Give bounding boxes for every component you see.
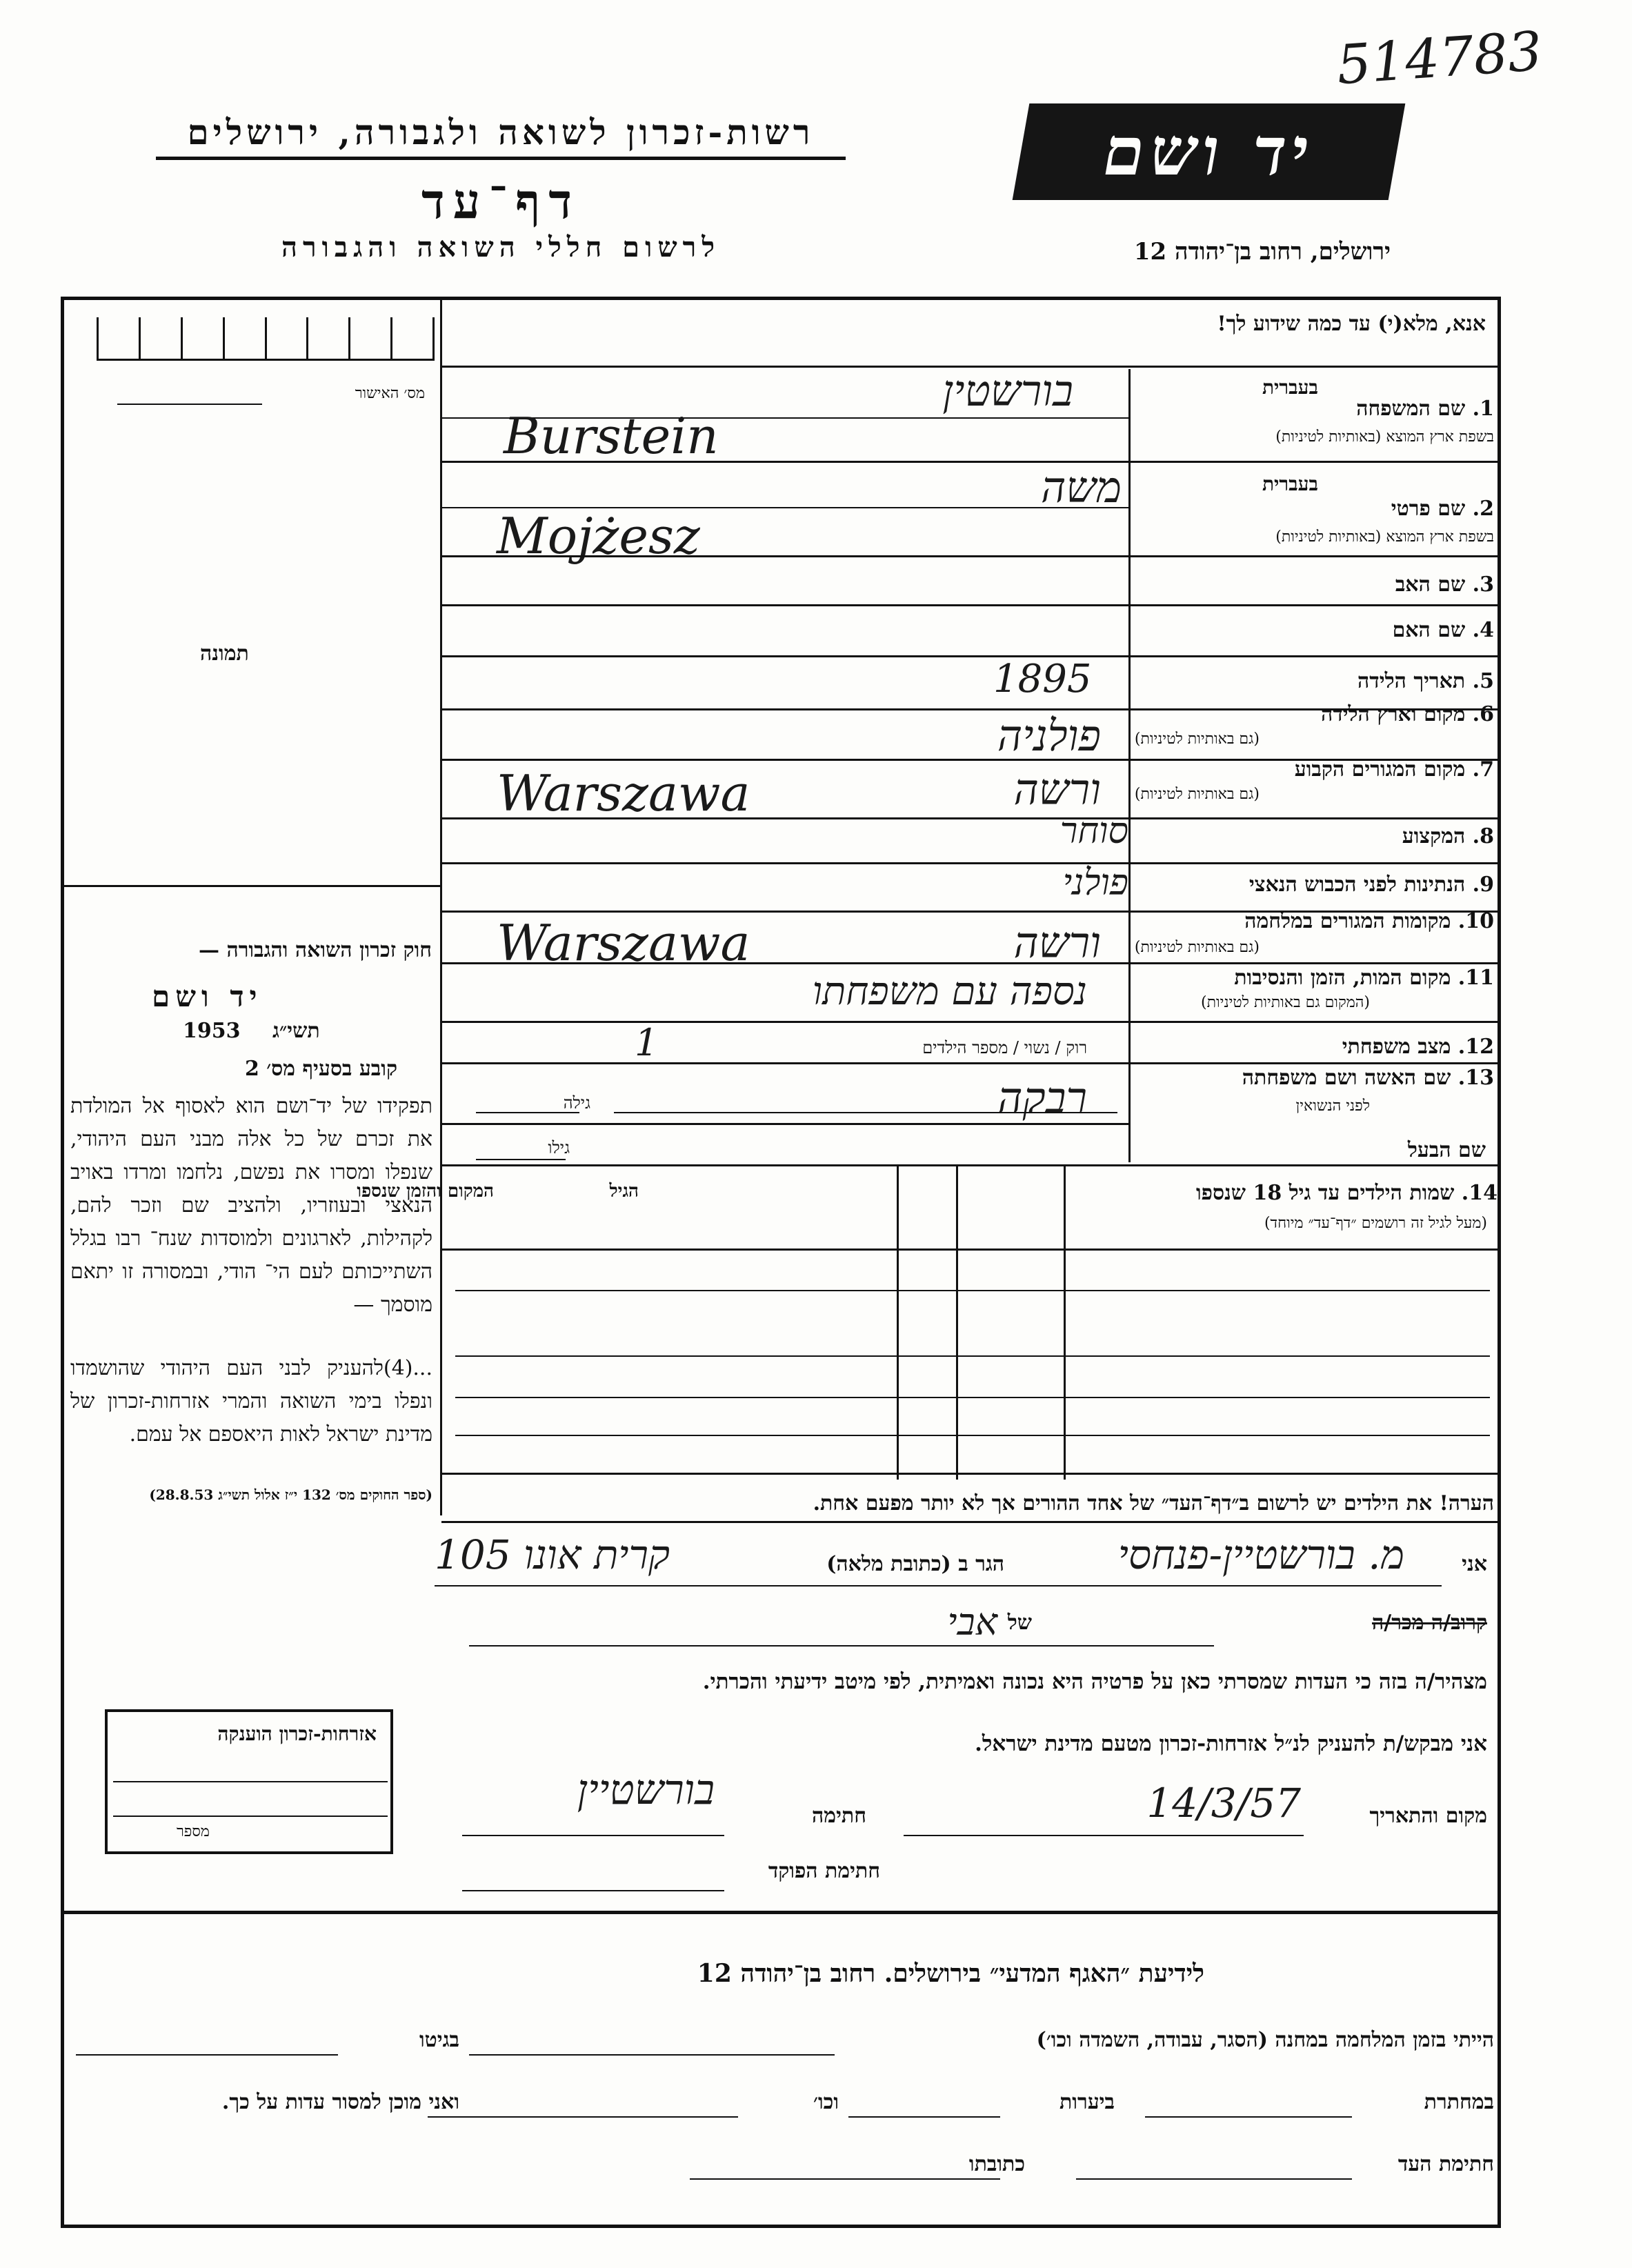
- field-11-sub: (המקום גם באותיות לטיניות): [1201, 994, 1370, 1011]
- bottom-underground: במחתרת: [1424, 2090, 1494, 2114]
- rule: [469, 2054, 835, 2056]
- law-text: תפקידו של יד־ושם הוא לאסוף אל המולדת את זכרם של כל אלה מבני העם היהודי, שנפלו ומסרו את נפשם, נלחמו ומרדו באויב הנאצי ובעוזריו, ולהציב שם וזכר להם, לקהילות, לארגונים ולמוסדות שנח־ רבו בגלל השתייכותם לעם הי־ הודי, ובמסורה זו יתאם מוסמך —: [70, 1094, 432, 1317]
- organization-name: רשות-זכרון לשואה ולגבורה, ירושלים: [156, 112, 846, 160]
- photo-label: תמונה: [200, 641, 249, 666]
- declaration-request: אני מבקש/ת להעניק לנ״ל אזרחות-זכרון מטעם מדינת ישראל.: [975, 1731, 1487, 1756]
- rule: [441, 461, 1500, 463]
- rule: [1064, 1166, 1066, 1480]
- rule: [441, 1249, 1500, 1251]
- field-8-label: 8. המקצוע: [1402, 824, 1494, 848]
- relation-label: קרוב/ה מכר/ה: [1372, 1611, 1487, 1635]
- field-2-latin-value[interactable]: Mojżesz: [497, 507, 700, 565]
- field-11-label: 11. מקום המות, הזמן והנסיבות: [1234, 966, 1494, 990]
- field-5-label: 5. תאריך הלידה: [1357, 669, 1494, 693]
- declarant-name[interactable]: מ. בורשטיין-פנחסי: [1117, 1531, 1404, 1578]
- rule: [476, 1159, 566, 1160]
- officer-signature-label: חתימת הפוקד: [768, 1859, 880, 1883]
- declarant-address[interactable]: קרית אונו 105: [435, 1531, 670, 1578]
- memorial-number-label: מספר: [177, 1823, 210, 1840]
- declaration-address-label: הגר ב (כתובת מלאה): [826, 1552, 1004, 1576]
- law-text-continued: ...(4)להעניק לבני העם היהודי שהושמדו ונפלו בימי השואה והמרי אזרחות-זכרון של מדינת ישראל לאות היאספם אל עמם.: [70, 1356, 432, 1446]
- bottom-line-1: הייתי בזמן המלחמה במחנה (הסגר, עבודה, השמדה וכו׳): [1036, 2028, 1494, 2052]
- bottom-address: כתובתו: [968, 2152, 1025, 2176]
- rule: [113, 1781, 388, 1782]
- field-13-sub: לפני הנשואין: [1295, 1097, 1370, 1115]
- hebrew-label-1: בעברית: [1262, 376, 1318, 399]
- rule: [76, 2054, 338, 2056]
- memorial-citizenship-title: אזרחות-זכרון הוענקה: [217, 1722, 377, 1745]
- field-10-label: 10. מקומות המגורים במלחמה: [1244, 909, 1494, 933]
- bottom-ready-to-testify: ואני מוכן למסור עדות על כך.: [221, 2090, 459, 2114]
- rule: [476, 1112, 579, 1113]
- field-3-label: 3. שם האב: [1395, 573, 1494, 597]
- rule: [441, 862, 1500, 864]
- relation-value[interactable]: אבי: [947, 1600, 997, 1644]
- field-12-options: רוק / נשוי / מספר הילדים: [922, 1038, 1087, 1057]
- rule: [117, 404, 262, 405]
- husband-label: שם הבעל: [1407, 1138, 1486, 1162]
- field-6-label: 6. מקום וארץ הלידה: [1320, 702, 1494, 726]
- approval-number-label: מס׳ האישור: [355, 385, 425, 402]
- field-11-value[interactable]: נספה עם משפחתו: [812, 969, 1087, 1014]
- field-6-value[interactable]: פולניה: [997, 710, 1101, 761]
- field-12-label: 12. מצב משפחתי: [1342, 1035, 1494, 1059]
- field-8-value[interactable]: סוחר: [1059, 810, 1128, 852]
- header-address: ירושלים, רחוב בן־יהודה 12: [1133, 238, 1391, 266]
- field-13-age-label: גילה: [563, 1093, 590, 1113]
- rule: [441, 555, 1500, 557]
- field-14-sub: (מעל לגיל זה רושמים ״דף־עד״ מיוחד): [1264, 1215, 1487, 1232]
- rule: [614, 1112, 1117, 1113]
- place-date-value[interactable]: 14/3/57: [1146, 1780, 1301, 1827]
- signature-value[interactable]: בורשטיין: [577, 1766, 715, 1814]
- field-13-value[interactable]: רבקה: [997, 1073, 1087, 1123]
- rule: [904, 1835, 1304, 1836]
- field-10-latin-value[interactable]: Warszawa: [497, 914, 750, 972]
- yad-vashem-logo: יד ושם: [1013, 103, 1406, 200]
- rule: [1076, 2178, 1352, 2180]
- rule: [113, 1816, 388, 1817]
- note: הערה! את הילדים יש לרשום ב״דף־העד״ של אחד ההורים אך לא יותר מפעם אחת.: [813, 1491, 1494, 1515]
- field-10-hebrew-value[interactable]: ורשה: [1013, 917, 1101, 968]
- rule: [441, 1473, 1500, 1475]
- field-12-value[interactable]: 1: [635, 1021, 659, 1064]
- bottom-witness-signature: חתימת העד: [1397, 2152, 1494, 2176]
- declaration-prefix: אני: [1462, 1552, 1487, 1576]
- column-age: הגיל: [609, 1181, 639, 1202]
- rule: [441, 1521, 1500, 1523]
- rule: [62, 1911, 1500, 1914]
- rule: [455, 1397, 1490, 1398]
- rule: [428, 2116, 738, 2118]
- rule: [441, 655, 1500, 657]
- field-1-sub: בשפת ארץ המוצא (באותיות לטיניות): [1275, 428, 1494, 446]
- bottom-etc: וכו׳: [813, 2090, 839, 2114]
- field-9-value[interactable]: פולני: [1062, 862, 1128, 904]
- declaration-statement: מצהיר/ה בזה כי העדות שמסרתי כאן על פרטיה היא נכונה ואמיתית, לפי מיטב ידיעתי והכרתי.: [702, 1669, 1487, 1694]
- field-7-hebrew-value[interactable]: ורשה: [1013, 764, 1101, 815]
- field-2-sub: בשפת ארץ המוצא (באותיות לטיניות): [1275, 528, 1494, 546]
- rule: [435, 1585, 1442, 1586]
- field-5-value[interactable]: 1895: [993, 657, 1092, 702]
- field-14-label: 14. שמות הילדים עד גיל 18 שנספו: [1195, 1181, 1497, 1205]
- law-reference: (ספר החוקים מס׳ 132 י״ז אלול תשי״ג 28.8.53): [149, 1486, 432, 1503]
- field-1-hebrew-value[interactable]: בורשטין: [942, 366, 1073, 416]
- field-2-label: 2. שם פרטי: [1391, 497, 1494, 521]
- place-date-label: מקום והתאריך: [1369, 1804, 1487, 1828]
- label-divider: [1128, 369, 1131, 1162]
- field-7-sub: (גם באותיות לטיניות): [1134, 786, 1260, 803]
- rule: [441, 962, 1500, 964]
- bottom-title: לידיעת ״האגף המדעי״ בירושלים. רחוב בן־יהודה 12: [697, 1959, 1204, 1988]
- field-4-label: 4. שם האם: [1392, 618, 1494, 642]
- law-name: יד ושם: [152, 979, 263, 1013]
- rule: [455, 1355, 1490, 1357]
- rule: [441, 1123, 1128, 1125]
- rule: [441, 1021, 1500, 1023]
- law-year: 1953: [183, 1019, 241, 1043]
- field-6-sub: (גם באותיות לטיניות): [1134, 730, 1260, 748]
- rule: [462, 1890, 724, 1891]
- memorial-citizenship-box: [105, 1709, 393, 1854]
- field-7-label: 7. מקום המגורים הקבוע: [1294, 757, 1494, 782]
- rule: [455, 1290, 1490, 1291]
- rule: [441, 1062, 1500, 1064]
- intro-line: אנא, מלא(י) עד כמה שידוע לך!: [1217, 312, 1486, 336]
- field-2-hebrew-value[interactable]: משה: [1041, 462, 1122, 513]
- column-place: המקום והזמן שנספו: [357, 1181, 494, 1202]
- rule: [690, 2178, 1000, 2180]
- rule: [848, 2116, 1000, 2118]
- law-year-hebrew: תשי״ג: [272, 1019, 320, 1043]
- rule: [897, 1166, 899, 1480]
- archive-number: 514783: [1335, 20, 1544, 97]
- field-1-label: 1. שם המשפחה: [1356, 397, 1494, 421]
- rule: [956, 1166, 958, 1480]
- rule: [441, 1164, 1500, 1166]
- rule: [441, 817, 1500, 819]
- rule: [469, 1645, 1214, 1647]
- side-divider: [440, 298, 442, 1515]
- bottom-ghetto: בגיטו: [419, 2028, 459, 2052]
- rule: [441, 604, 1500, 606]
- law-clause: קובע בסעיף מס׳ 2: [244, 1057, 397, 1081]
- field-13-label: 13. שם האשה ושם משפחתה: [1242, 1066, 1494, 1090]
- hebrew-label-2: בעברית: [1262, 472, 1318, 495]
- rule: [462, 1835, 724, 1836]
- rule: [455, 1435, 1490, 1436]
- field-1-latin-value[interactable]: Burstein: [504, 407, 719, 465]
- field-10-sub: (גם באותיות לטיניות): [1134, 939, 1260, 956]
- law-title: חוק זכרון השואה והגבורה —: [199, 938, 432, 962]
- bottom-forests: ביערות: [1059, 2090, 1115, 2114]
- rule: [1145, 2116, 1352, 2118]
- signature-label: חתימה: [812, 1804, 866, 1828]
- field-9-label: 9. הנתינות לפני הכבוש הנאצי: [1248, 873, 1494, 897]
- form-title: דף־עד: [421, 172, 580, 230]
- husband-age-label: גילו: [548, 1138, 570, 1157]
- form-subtitle: לרשום חללי השואה והגבורה: [281, 231, 721, 263]
- field-7-latin-value[interactable]: Warszawa: [497, 764, 750, 822]
- rule: [62, 885, 440, 887]
- relation-of-label: של: [1007, 1611, 1032, 1635]
- approval-number-boxes: [97, 317, 435, 359]
